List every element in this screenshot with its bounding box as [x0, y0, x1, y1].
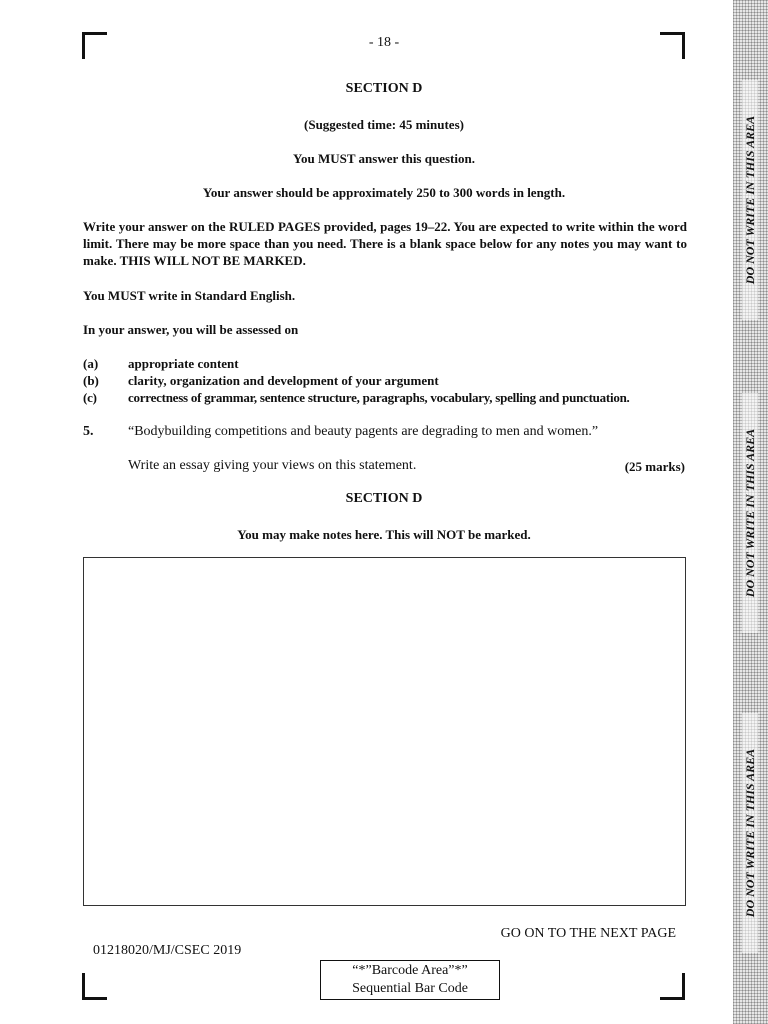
- criteria-text: correctness of grammar, sentence structure, paragraphs, vocabulary, spelling and punctuation.: [128, 390, 630, 405]
- notes-instruction: You may make notes here. This will NOT be marked.: [237, 527, 531, 542]
- notes-section-heading: SECTION D: [345, 491, 423, 506]
- criteria-label: (c): [83, 390, 97, 405]
- assessed-intro: In your answer, you will be assessed on: [83, 322, 299, 337]
- go-on-next-page: GO ON TO THE NEXT PAGE: [500, 926, 676, 941]
- must-answer-instruction: You MUST answer this question.: [293, 151, 475, 166]
- crop-mark-bottom-right: [660, 973, 685, 1000]
- criteria-label: (b): [83, 373, 99, 388]
- section-heading: SECTION D: [345, 81, 423, 96]
- page-number: - 18 -: [368, 35, 400, 50]
- question-quote: “Bodybuilding competitions and beauty pagents are degrading to men and women.”: [128, 424, 599, 439]
- ruled-pages-instruction: Write your answer on the RULED PAGES provided, pages 19–22. You are expected to write within the word limit. There may be more space than you need. There is a blank space below for any notes you may want to make. THIS WILL NOT BE MARKED.: [83, 219, 687, 268]
- length-instruction: Your answer should be approximately 250 to 300 words in length.: [202, 185, 566, 200]
- barcode-area: [320, 960, 500, 1000]
- crop-mark-bottom-left: [82, 973, 107, 1000]
- barcode-caption: Sequential Bar Code: [352, 981, 468, 996]
- question-number: 5.: [83, 424, 94, 439]
- suggested-time: (Suggested time: 45 minutes): [304, 117, 464, 132]
- standard-english-instruction: You MUST write in Standard English.: [83, 288, 296, 303]
- margin-warning-text: DO NOT WRITE IN THIS AREA: [742, 80, 758, 320]
- paper-code: 01218020/MJ/CSEC 2019: [93, 943, 242, 958]
- do-not-write-margin: [733, 0, 768, 1024]
- margin-warning-text: DO NOT WRITE IN THIS AREA: [742, 393, 758, 633]
- question-task: Write an essay giving your views on this statement.: [128, 458, 417, 473]
- notes-area[interactable]: [83, 557, 686, 906]
- criteria-text: clarity, organization and development of your argument: [128, 373, 439, 388]
- criteria-text: appropriate content: [128, 356, 239, 371]
- criteria-label: (a): [83, 356, 99, 371]
- margin-warning-text: DO NOT WRITE IN THIS AREA: [742, 713, 758, 953]
- barcode-label: “*”Barcode Area”*”: [352, 963, 468, 978]
- question-marks: (25 marks): [624, 459, 685, 474]
